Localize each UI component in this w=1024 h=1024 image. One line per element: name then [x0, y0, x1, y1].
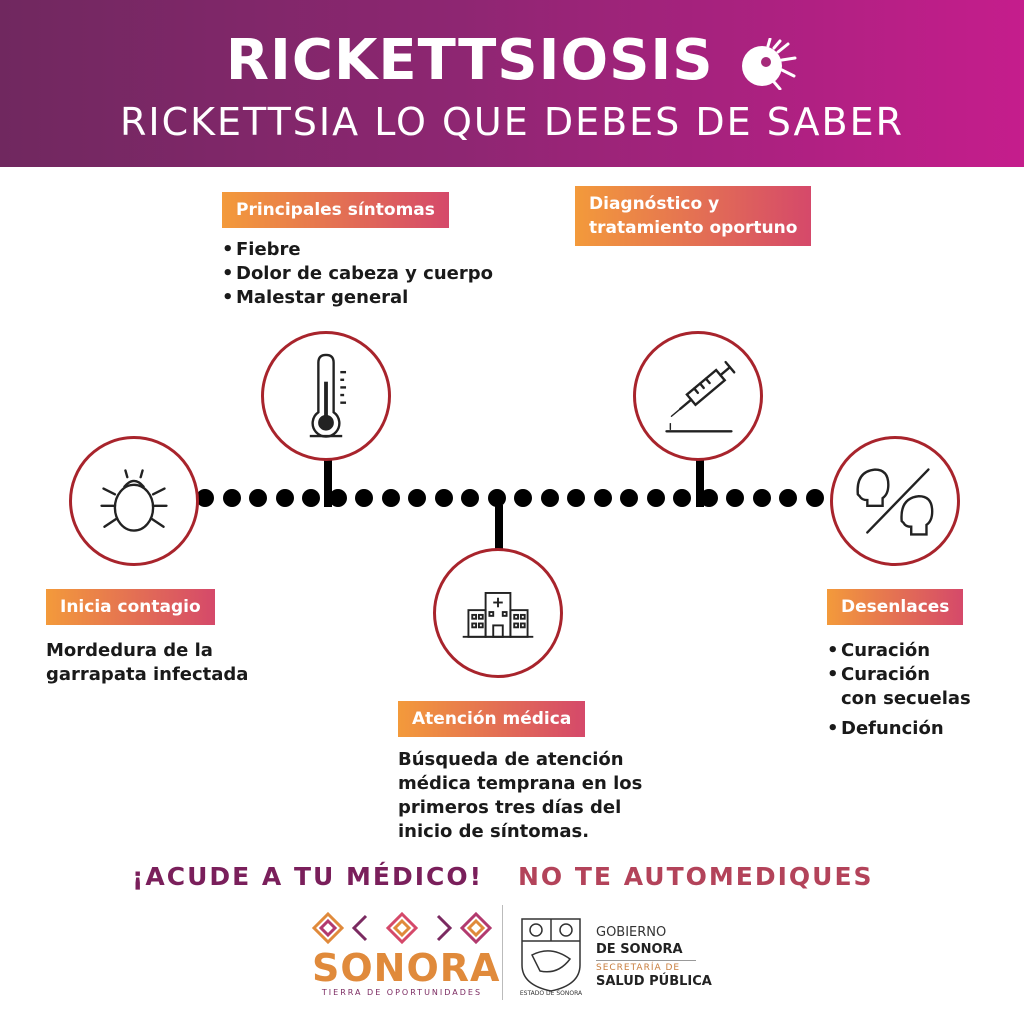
cta-no-automediques: NO TE AUTOMEDIQUES	[518, 862, 874, 891]
timeline-dot	[567, 489, 585, 507]
desenlaces-list	[827, 639, 971, 741]
page-title	[0, 28, 1024, 93]
timeline-dot	[594, 489, 612, 507]
tick-logo-icon	[738, 38, 798, 90]
list-item: • Fiebre	[222, 238, 493, 262]
sonora-pattern-icon	[312, 910, 492, 946]
sintomas-circle	[261, 331, 391, 461]
gov-line3: SECRETARÍA DE	[596, 963, 681, 973]
timeline-dot	[541, 489, 559, 507]
timeline-dot	[620, 489, 638, 507]
diagnostico-tag	[575, 186, 811, 246]
gov-line2: DE SONORA	[596, 942, 683, 957]
title-text: RICKETTSIOSIS	[225, 28, 714, 93]
gov-separator	[596, 960, 696, 961]
list-item: • Dolor de cabeza y cuerpo	[222, 262, 493, 286]
atencion-text	[398, 748, 642, 844]
timeline-dot	[461, 489, 479, 507]
timeline-dot	[435, 489, 453, 507]
timeline-dot	[382, 489, 400, 507]
atencion-text-line: Búsqueda de atención	[398, 749, 624, 770]
timeline-dot	[779, 489, 797, 507]
atencion-text-line: médica temprana en los	[398, 773, 643, 794]
list-item: • Malestar general	[222, 286, 493, 310]
shield-label: ESTADO DE SONORA	[519, 990, 583, 997]
contagio-circle	[69, 436, 199, 566]
atencion-tag	[398, 701, 585, 737]
timeline-dot	[673, 489, 691, 507]
atencion-tag-label: Atención médica	[412, 709, 572, 729]
heads-icon	[833, 439, 957, 563]
list-item: • Curación	[827, 639, 971, 663]
sonora-logo	[312, 910, 501, 1000]
contagio-text-line: Mordedura de la	[46, 640, 213, 661]
contagio-text-line: garrapata infectada	[46, 664, 249, 685]
syringe-icon	[636, 334, 760, 458]
list-item	[827, 663, 971, 711]
list-item-text: Curación	[841, 664, 931, 685]
list-item: • Defunción	[827, 717, 971, 741]
diagnostico-tag-line1: Diagnóstico y	[589, 194, 720, 214]
gov-line1: GOBIERNO	[596, 925, 667, 940]
timeline-dot	[355, 489, 373, 507]
list-item-text: con secuelas	[841, 688, 971, 709]
timeline-dot	[249, 489, 267, 507]
atencion-circle	[433, 548, 563, 678]
sintomas-list	[222, 238, 493, 310]
sonora-wordmark: SONORA	[312, 946, 501, 990]
contagio-text	[46, 639, 248, 687]
desenlaces-circle	[830, 436, 960, 566]
contagio-tag	[46, 589, 215, 625]
contagio-tag-label: Inicia contagio	[60, 597, 201, 617]
atencion-text-line: inicio de síntomas.	[398, 821, 590, 842]
sintomas-tag-label: Principales síntomas	[236, 200, 435, 220]
timeline-dot	[806, 489, 824, 507]
sonora-shield-icon	[518, 915, 584, 995]
timeline-dot	[223, 489, 241, 507]
diagnostico-circle	[633, 331, 763, 461]
diagnostico-tag-line2: tratamiento oportuno	[589, 218, 798, 238]
sintomas-tag	[222, 192, 449, 228]
thermometer-icon	[264, 334, 388, 458]
stem-diagnostico	[696, 455, 704, 507]
timeline-dot	[647, 489, 665, 507]
hospital-icon	[436, 551, 560, 675]
gov-line4: SALUD PÚBLICA	[596, 974, 712, 989]
timeline-dot	[408, 489, 426, 507]
timeline-dot	[514, 489, 532, 507]
sonora-tagline: TIERRA DE OPORTUNIDADES	[321, 988, 483, 997]
timeline-dot	[753, 489, 771, 507]
footer-divider	[502, 905, 503, 1000]
desenlaces-tag-label: Desenlaces	[841, 597, 950, 617]
tick-icon	[72, 439, 196, 563]
header-banner	[0, 0, 1024, 167]
timeline-dot	[726, 489, 744, 507]
stem-atencion	[495, 505, 503, 553]
stem-sintomas	[324, 455, 332, 507]
desenlaces-tag	[827, 589, 963, 625]
timeline-dot	[302, 489, 320, 507]
page-subtitle: RICKETTSIA LO QUE DEBES DE SABER	[119, 100, 905, 144]
cta-acude: ¡ACUDE A TU MÉDICO!	[132, 862, 484, 891]
timeline-dot	[276, 489, 294, 507]
atencion-text-line: primeros tres días del	[398, 797, 622, 818]
